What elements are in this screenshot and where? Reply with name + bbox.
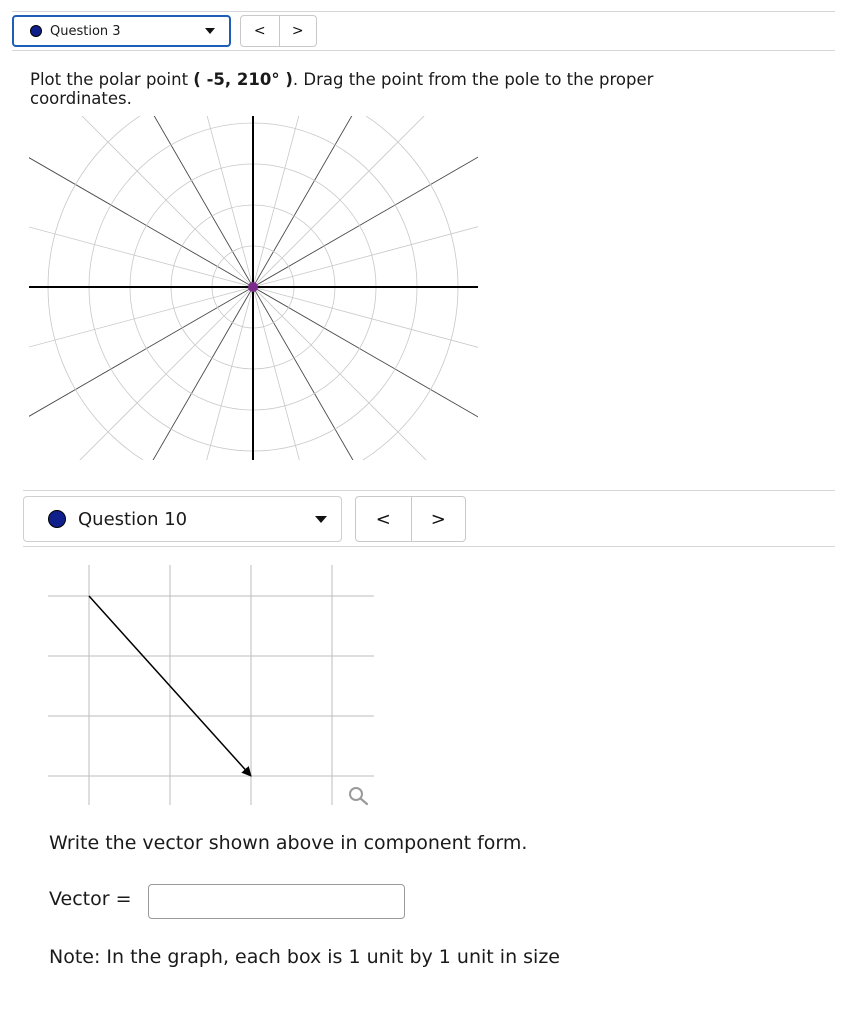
status-dot-icon-2	[48, 510, 66, 528]
polar-ray	[253, 287, 336, 460]
polar-ray	[253, 287, 478, 447]
polar-ray	[253, 116, 413, 287]
polar-ray	[253, 116, 478, 287]
polar-ray	[253, 116, 336, 287]
question-nav-2	[355, 496, 466, 542]
search-icon[interactable]	[350, 788, 367, 804]
polar-ray	[29, 204, 253, 287]
next-question-button[interactable]: >	[279, 16, 317, 46]
polar-ray	[253, 287, 478, 460]
question-nav	[240, 15, 317, 47]
chevron-down-icon	[205, 28, 215, 34]
polar-ray	[253, 287, 478, 370]
question-selector-2[interactable]	[23, 496, 342, 542]
vector-graph	[48, 565, 378, 810]
prompt-point: ( -5, 210° )	[193, 70, 293, 89]
vector-prompt: Write the vector shown above in component form.	[49, 832, 528, 854]
header-divider	[12, 50, 835, 51]
vector-label: Vector =	[49, 888, 132, 910]
vector-input[interactable]	[148, 884, 405, 919]
polar-ray	[253, 204, 478, 287]
section-divider	[23, 490, 835, 491]
question-selector-label-2: Question 10	[78, 508, 188, 530]
status-dot-icon	[30, 25, 42, 37]
prompt-prefix: Plot the polar point	[30, 70, 194, 89]
prev-question-button[interactable]: <	[253, 23, 266, 39]
polar-graph	[29, 116, 478, 460]
polar-ray	[29, 287, 253, 460]
polar-ray	[170, 287, 253, 460]
top-divider	[12, 11, 835, 12]
polar-ray	[170, 116, 253, 287]
chevron-down-icon-2	[315, 516, 327, 523]
draggable-point[interactable]	[248, 282, 258, 292]
polar-ray	[253, 287, 413, 460]
header-divider-2	[23, 546, 835, 547]
polar-ray	[29, 116, 253, 287]
vector-grid	[48, 565, 374, 805]
grid-note: Note: In the graph, each box is 1 unit by 1 unit in size	[49, 946, 560, 968]
polar-ray	[93, 287, 253, 460]
polar-ray	[29, 287, 253, 370]
next-question-button-2[interactable]: >	[411, 497, 466, 541]
question-prompt	[30, 70, 750, 108]
polar-ray	[93, 116, 253, 287]
question-selector-label: Question 3	[50, 23, 121, 39]
polar-ray	[253, 127, 478, 287]
prompt-suffix: . Drag the point from the pole to the proper coordinates.	[30, 70, 654, 108]
prev-question-button-2[interactable]: <	[375, 508, 391, 530]
question-selector[interactable]	[12, 15, 231, 47]
